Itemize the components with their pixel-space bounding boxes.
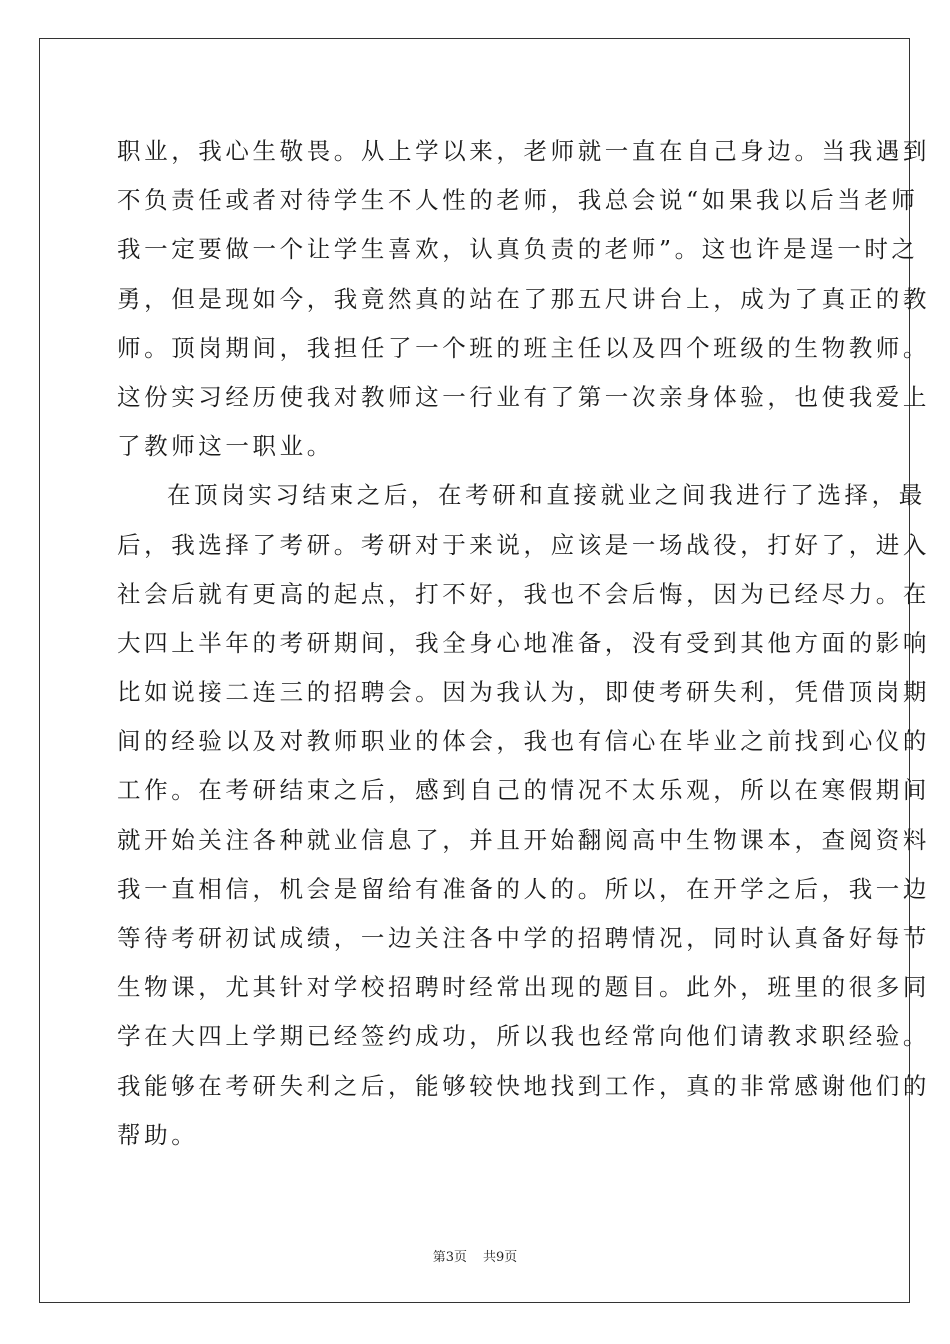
text-line: 我一直相信，机会是留给有准备的人的。所以，在开学之后，我一边 [117, 874, 930, 903]
text-line: 我能够在考研失利之后，能够较快地找到工作，真的非常感谢他们的 [117, 1071, 930, 1100]
page-footer [0, 1246, 950, 1265]
text-line: 等待考研初试成绩，一边关注各中学的招聘情况，同时认真备好每节 [117, 924, 930, 952]
text-line: 帮助。 [117, 1120, 199, 1149]
text-line: 后，我选择了考研。考研对于来说，应该是一场战役，打好了，进入 [117, 530, 930, 559]
text-line: 了教师这一职业。 [117, 432, 334, 461]
text-line: 社会后就有更高的起点，打不好，我也不会后悔，因为已经尽力。在 [117, 579, 930, 608]
text-line: 学在大四上学期已经签约成功，所以我也经常向他们请教求职经验。 [117, 1022, 930, 1051]
text-line: 这份实习经历使我对教师这一行业有了第一次亲身体验，也使我爱上 [117, 382, 930, 411]
page-number: 第3页 [432, 1250, 467, 1265]
text-line: 比如说接二连三的招聘会。因为我认为，即使考研失利，凭借顶岗期 [117, 678, 930, 707]
text-line: 不负责任或者对待学生不人性的老师，我总会说“如果我以后当老师 [117, 186, 919, 215]
text-line: 间的经验以及对教师职业的体会，我也有信心在毕业之前找到心仪的 [117, 727, 930, 756]
text-line: 大四上半年的考研期间，我全身心地准备，没有受到其他方面的影响 [117, 628, 930, 657]
paragraph-2 [117, 471, 930, 1160]
document-body [117, 127, 930, 1160]
text-line: 职业，我心生敬畏。从上学以来，老师就一直在自己身边。当我遇到 [117, 137, 930, 165]
paragraph-1 [117, 127, 930, 471]
text-line: 我一定要做一个让学生喜欢，认真负责的老师”。这也许是逞一时之 [117, 235, 919, 264]
text-line: 师。顶岗期间，我担任了一个班的班主任以及四个班级的生物教师。 [117, 333, 930, 362]
total-pages: 共9页 [483, 1250, 518, 1265]
text-line: 工作。在考研结束之后，感到自己的情况不太乐观，所以在寒假期间 [117, 776, 930, 805]
text-line: 勇，但是现如今，我竟然真的站在了那五尺讲台上，成为了真正的教 [117, 284, 930, 313]
text-line: 生物课，尤其针对学校招聘时经常出现的题目。此外，班里的很多同 [117, 973, 930, 1002]
text-line: 在顶岗实习结束之后，在考研和直接就业之间我进行了选择，最 [167, 481, 926, 510]
text-line: 就开始关注各种就业信息了，并且开始翻阅高中生物课本，查阅资料 [117, 825, 930, 854]
